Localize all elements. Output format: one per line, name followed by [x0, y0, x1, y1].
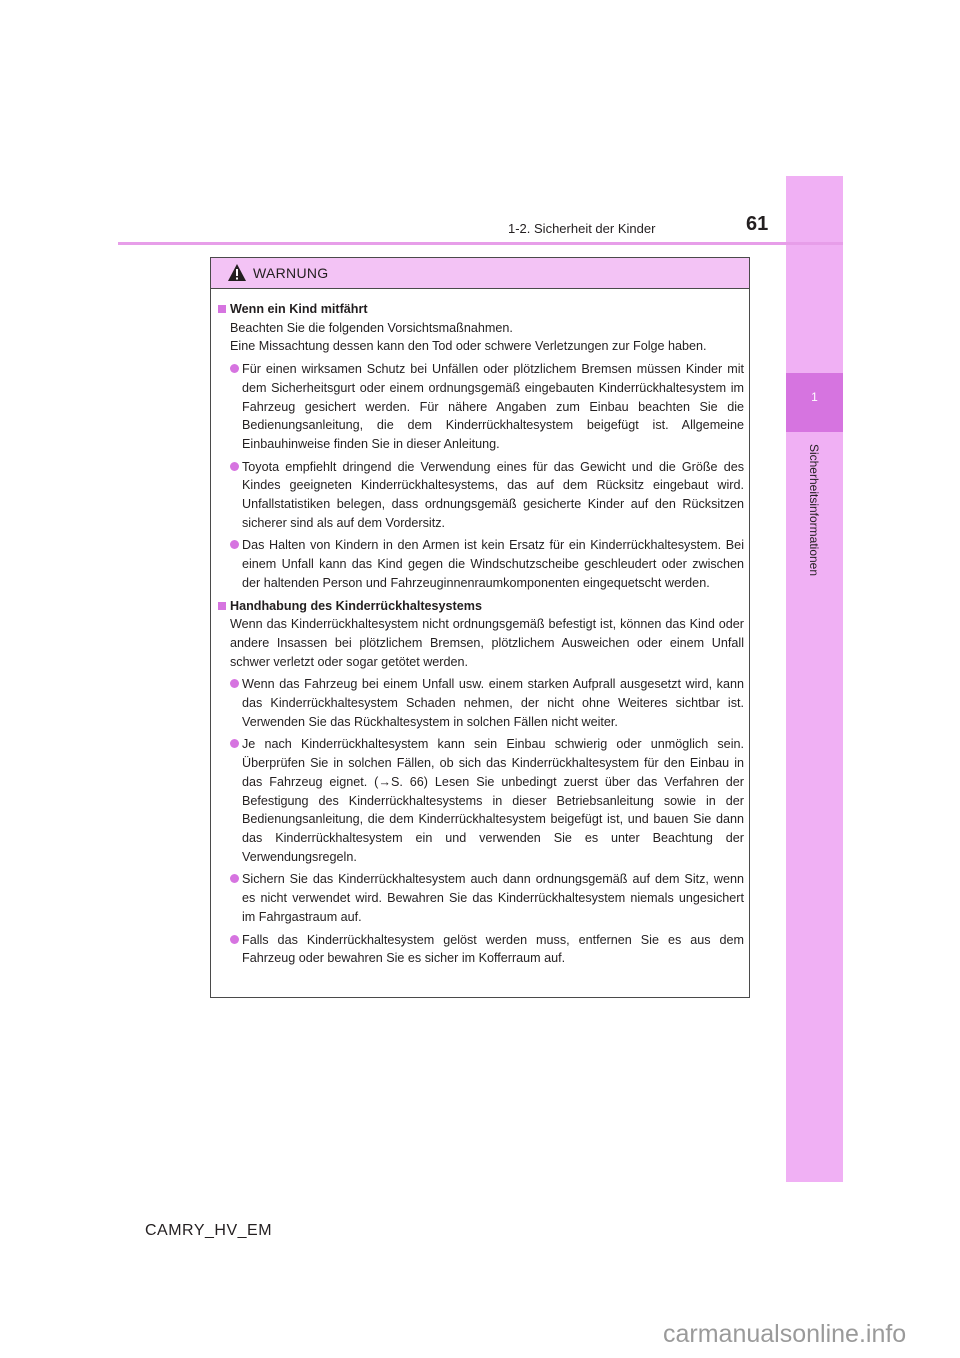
chapter-number: 1 — [811, 390, 818, 404]
section-title: 1-2. Sicherheit der Kinder — [508, 221, 656, 236]
round-bullet-icon — [230, 540, 239, 549]
list-item — [230, 458, 744, 533]
list-item-text: Das Halten von Kindern in den Armen ist kein Ersatz für ein Kinderrückhaltesystem. Bei einem Unfall kann das Kind gegen die Windschutzscheibe geschleudert oder zwischen der haltenden Person und Fahrzeuginnenraumkomponenten eingequetscht werden. — [242, 538, 744, 590]
section-intro: Wenn das Kinderrückhaltesystem nicht ordnungsgemäß befestigt ist, können das Kind oder andere Insassen bei plötzlichem Bremsen, plötzlichem Ausweichen oder einem Unfall schwer verletzt oder sogar getötet werden. — [230, 617, 744, 669]
list-item — [230, 360, 744, 454]
section-intro: Beachten Sie die folgenden Vorsichtsmaßnahmen. — [230, 320, 513, 335]
watermark: carmanualsonline.info — [663, 1320, 907, 1348]
section-heading — [218, 300, 744, 319]
list-item-text: Wenn das Fahrzeug bei einem Unfall usw. einem starken Aufprall ausgesetzt wird, kann das Kinderrückhaltesystem Schaden nehmen, der nicht ohne Weiteres sichtbar ist. Verwenden Sie das Rückhaltesystem in solchen Fällen nicht weiter. — [242, 677, 744, 729]
list-item — [230, 931, 744, 968]
section-intro: Eine Missachtung dessen kann den Tod oder schwere Verletzungen zur Folge haben. — [230, 339, 707, 354]
list-item — [230, 536, 744, 592]
list-item-text: Für einen wirksamen Schutz bei Unfällen oder plötzlichem Bremsen müssen Kinder mit dem Sicherheitsgurt oder einem ordnungsgemäß eingebauten Kinderrückhaltesystem im Fahrzeug gesichert werden. Für nähere Angaben zum Einbau beachten Sie die Bedienungsanleitung, die dem Kinderrückhaltesystem beigefügt ist. Allgemeine Einbauhinweise finden Sie in dieser Anleitung. — [242, 362, 744, 451]
section-heading-text: Wenn ein Kind mitfährt — [230, 302, 368, 316]
list-item-text: Je nach Kinderrückhaltesystem kann sein Einbau schwierig oder unmöglich sein. Überprüfen Sie in solchen Fällen, ob sich das Kinderrückhaltesystem für den Einbau in das Fahrzeug eignet. (→S. 66) Lesen Sie unbedingt zuerst über das Verfahren der Befestigung des Kinderrückhaltesystems in dieser Betriebsanleitung sowie in der Bedienungsanleitung, die dem Kinderrückhaltesystem beigefügt ist, und bauen Sie dann das Kinderrückhaltesystem ein und verwenden Sie es unter Beachtung der Verwendungsregeln. — [242, 737, 744, 864]
list-item — [230, 870, 744, 926]
round-bullet-icon — [230, 679, 239, 688]
warning-body — [218, 300, 744, 968]
square-bullet-icon — [218, 305, 226, 313]
page-number: 61 — [746, 213, 769, 235]
round-bullet-icon — [230, 739, 239, 748]
section-heading-text: Handhabung des Kinderrückhaltesystems — [230, 598, 482, 613]
round-bullet-icon — [230, 364, 239, 373]
square-bullet-icon — [218, 602, 226, 610]
warning-triangle-icon — [227, 263, 247, 282]
chapter-side-tab — [786, 176, 843, 1182]
header-rule — [118, 242, 843, 245]
document-code: CAMRY_HV_EM — [145, 1222, 273, 1239]
list-item-text: Toyota empfiehlt dringend die Verwendung eines für das Gewicht und die Größe des Kindes geeigneten Kinderrückhaltesystems, das auf dem Rücksitz eingebaut wird. Unfallstatistiken belegen, dass ordnungsgemäß gesicherte Kinder auf den Rücksitzen sicherer sind als auf dem Vordersitz. — [242, 459, 744, 530]
warning-title: WARNUNG — [253, 265, 329, 281]
section-heading — [218, 597, 744, 616]
warning-section — [218, 597, 744, 968]
list-item — [230, 675, 744, 731]
round-bullet-icon — [230, 462, 239, 471]
warning-box — [210, 257, 750, 998]
chapter-label: Sicherheitsinformationen — [807, 443, 821, 577]
list-item — [230, 735, 744, 866]
round-bullet-icon — [230, 874, 239, 883]
warning-section — [218, 300, 744, 593]
list-item-text: Sichern Sie das Kinderrückhaltesystem auch dann ordnungsgemäß auf dem Sitz, wenn es nicht verwendet wird. Bewahren Sie das Kinderrückhaltesystem niemals ungesichert im Fahrgastraum auf. — [242, 872, 744, 924]
list-item-text: Falls das Kinderrückhaltesystem gelöst werden muss, entfernen Sie es aus dem Fahrzeug oder bewahren Sie es sicher im Kofferraum auf. — [242, 932, 744, 966]
round-bullet-icon — [230, 935, 239, 944]
warning-header — [211, 258, 749, 289]
